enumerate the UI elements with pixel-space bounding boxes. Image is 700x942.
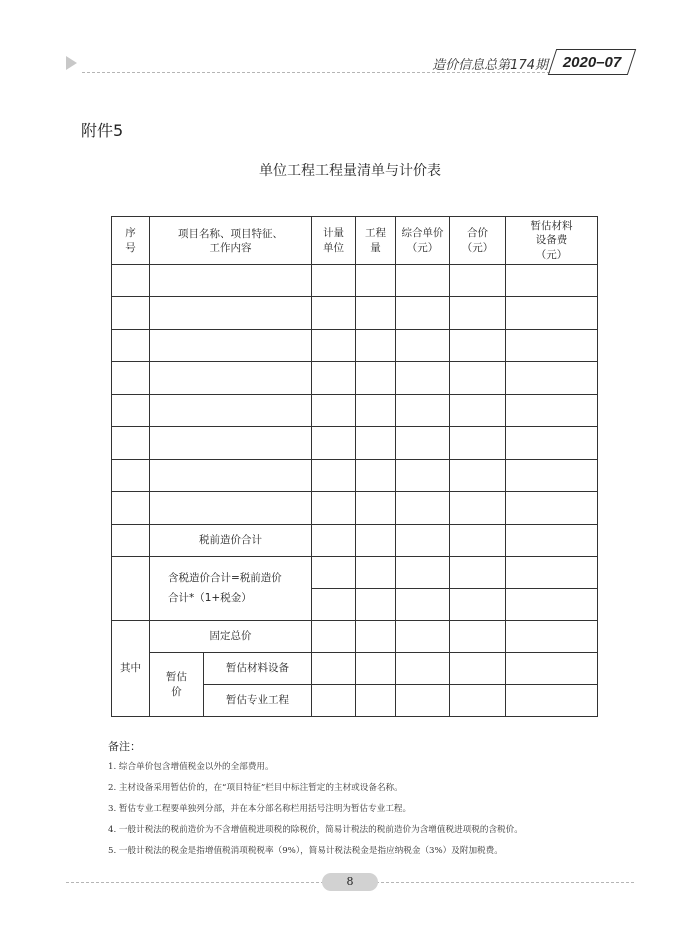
table-row: [112, 492, 598, 525]
provisional-material-row: [112, 653, 598, 685]
page-number: 8: [322, 873, 378, 891]
provisional-special-label: 暂估专业工程: [204, 685, 312, 717]
provisional-price-label: 暂估 价: [150, 653, 204, 717]
taxed-total-label: 含税造价合计=税前造价 合计*（1+税金）: [150, 557, 312, 621]
header-provisional-fee: 暂估材料 设备费 （元）: [506, 217, 598, 265]
header-seq: 序 号: [112, 217, 150, 265]
among-label: 其中: [112, 621, 150, 717]
table-row: [112, 395, 598, 427]
header-arrow-icon: [66, 56, 77, 70]
header-row: [112, 217, 598, 265]
attachment-label: 附件5: [81, 121, 124, 140]
header-item: 项目名称、项目特征、 工作内容: [150, 217, 312, 265]
note-item: 4. 一般计税法的税前造价为不含增值税进项税的除税价，简易计税法的税前造价为含增值税进项税的含税价。: [108, 825, 523, 835]
note-item: 3. 暂估专业工程要单独列分部，并在本分部名称栏用括号注明为暂估专业工程。: [108, 804, 412, 814]
pretax-total-row: [112, 525, 598, 557]
pretax-total-label: 税前造价合计: [150, 525, 312, 557]
fixed-total-label: 固定总价: [150, 621, 312, 653]
bill-of-quantities-table: [111, 216, 598, 717]
note-item: 2. 主材设备采用暂估价的，在“项目特征”栏目中标注暂定的主材或设备名称。: [108, 783, 403, 793]
notes-title: 备注：: [108, 740, 141, 753]
table-row: [112, 297, 598, 330]
table-row: [112, 427, 598, 460]
table-row: [112, 330, 598, 362]
table-row: [112, 460, 598, 492]
issue-badge: [548, 49, 636, 75]
table-title: 单位工程工程量清单与计价表: [259, 163, 441, 179]
taxed-total-row: [112, 557, 598, 589]
table-row: [112, 265, 598, 297]
header-qty: 工程 量: [356, 217, 396, 265]
issue-number: 2020–07: [562, 53, 622, 71]
publication-title: 造价信息总第174期: [432, 58, 548, 73]
notes-list: [108, 760, 648, 865]
header-total: 合价 （元）: [450, 217, 506, 265]
note-item: 5. 一般计税法的税金是指增值税消项税税率（9%），简易计税法税金是指应纳税金（3%）及附加税费。: [108, 846, 503, 856]
header-unit-price: 综合单价 （元）: [396, 217, 450, 265]
note-item: 1. 综合单价包含增值税金以外的全部费用。: [108, 762, 274, 772]
table-row: [112, 362, 598, 395]
fixed-total-row: [112, 621, 598, 653]
provisional-material-label: 暂估材料设备: [204, 653, 312, 685]
header-unit: 计量 单位: [312, 217, 356, 265]
